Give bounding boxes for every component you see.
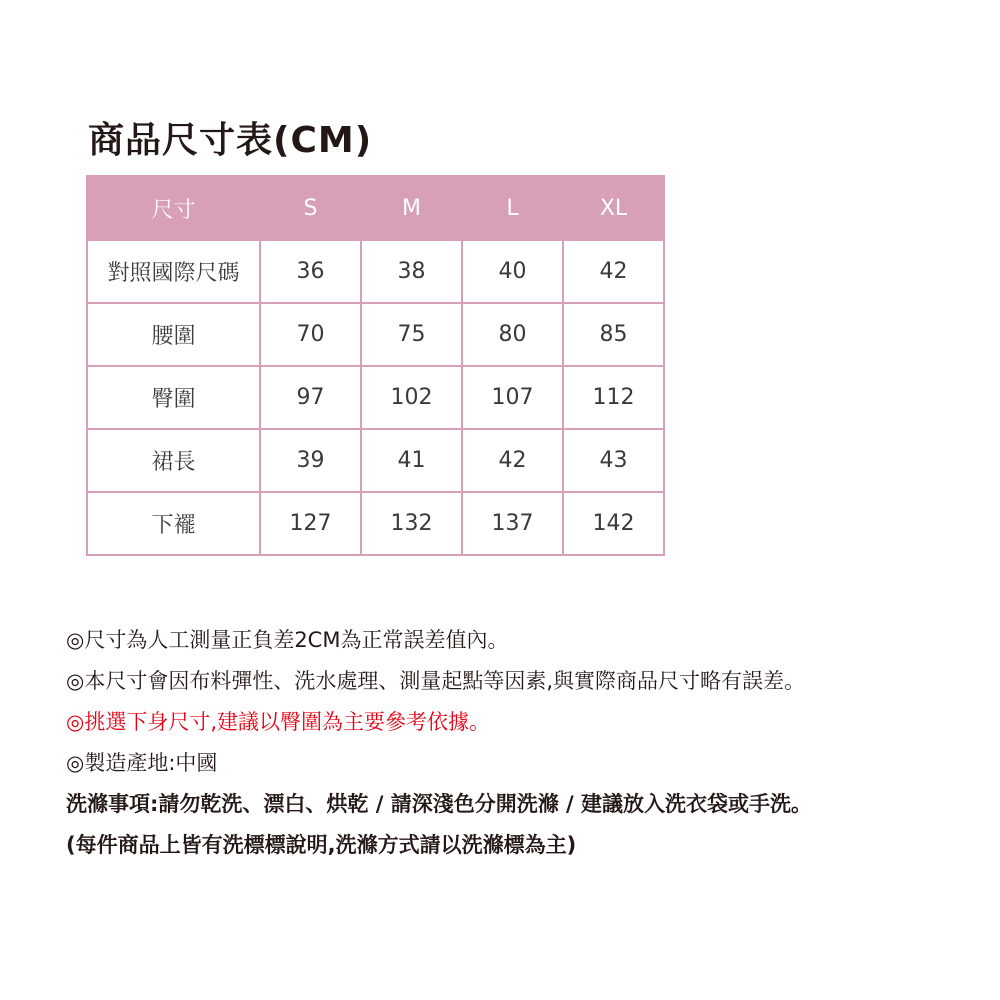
note-selection-tip: ◎挑選下身尺寸,建議以臀圍為主要參考依據。 — [66, 710, 490, 734]
size-table — [86, 175, 665, 556]
header-cell-m: M — [361, 176, 462, 240]
table-cell: 107 — [462, 366, 563, 429]
notes-section — [66, 620, 986, 866]
table-row — [87, 240, 664, 303]
table-cell: 42 — [563, 240, 664, 303]
table-cell: 137 — [462, 492, 563, 555]
note-size-variance: ◎本尺寸會因布料彈性、洗水處理、測量起點等因素,與實際商品尺寸略有誤差。 — [66, 669, 805, 693]
note-washing-instructions: 洗滌事項:請勿乾洗、漂白、烘乾 / 請深淺色分開洗滌 / 建議放入洗衣袋或手洗。 — [66, 792, 812, 816]
table-cell: 112 — [563, 366, 664, 429]
table-cell: 97 — [260, 366, 361, 429]
note-measurement-error: ◎尺寸為人工測量正負差2CM為正常誤差值內。 — [66, 628, 509, 652]
table-cell: 41 — [361, 429, 462, 492]
table-cell: 39 — [260, 429, 361, 492]
header-cell-s: S — [260, 176, 361, 240]
table-cell: 85 — [563, 303, 664, 366]
table-cell: 42 — [462, 429, 563, 492]
table-row — [87, 492, 664, 555]
table-cell: 142 — [563, 492, 664, 555]
table-cell: 36 — [260, 240, 361, 303]
note-washing-label: (每件商品上皆有洗標標說明,洗滌方式請以洗滌標為主) — [66, 833, 577, 857]
table-cell: 127 — [260, 492, 361, 555]
row-label: 下襬 — [87, 492, 260, 555]
table-cell: 70 — [260, 303, 361, 366]
table-cell: 38 — [361, 240, 462, 303]
page-title: 商品尺寸表(CM) — [88, 120, 373, 161]
table-cell: 132 — [361, 492, 462, 555]
table-cell: 43 — [563, 429, 664, 492]
header-cell-l: L — [462, 176, 563, 240]
table-cell: 75 — [361, 303, 462, 366]
header-row — [87, 176, 664, 240]
header-cell-xl: XL — [563, 176, 664, 240]
size-table-body — [87, 240, 664, 555]
table-cell: 80 — [462, 303, 563, 366]
note-origin: ◎製造產地:中國 — [66, 751, 218, 775]
row-label: 腰圍 — [87, 303, 260, 366]
table-cell: 40 — [462, 240, 563, 303]
row-label: 對照國際尺碼 — [87, 240, 260, 303]
row-label: 裙長 — [87, 429, 260, 492]
table-row — [87, 303, 664, 366]
row-label: 臀圍 — [87, 366, 260, 429]
table-cell: 102 — [361, 366, 462, 429]
header-cell-size: 尺寸 — [87, 176, 260, 240]
size-table-header — [87, 176, 664, 240]
table-row — [87, 429, 664, 492]
table-row — [87, 366, 664, 429]
